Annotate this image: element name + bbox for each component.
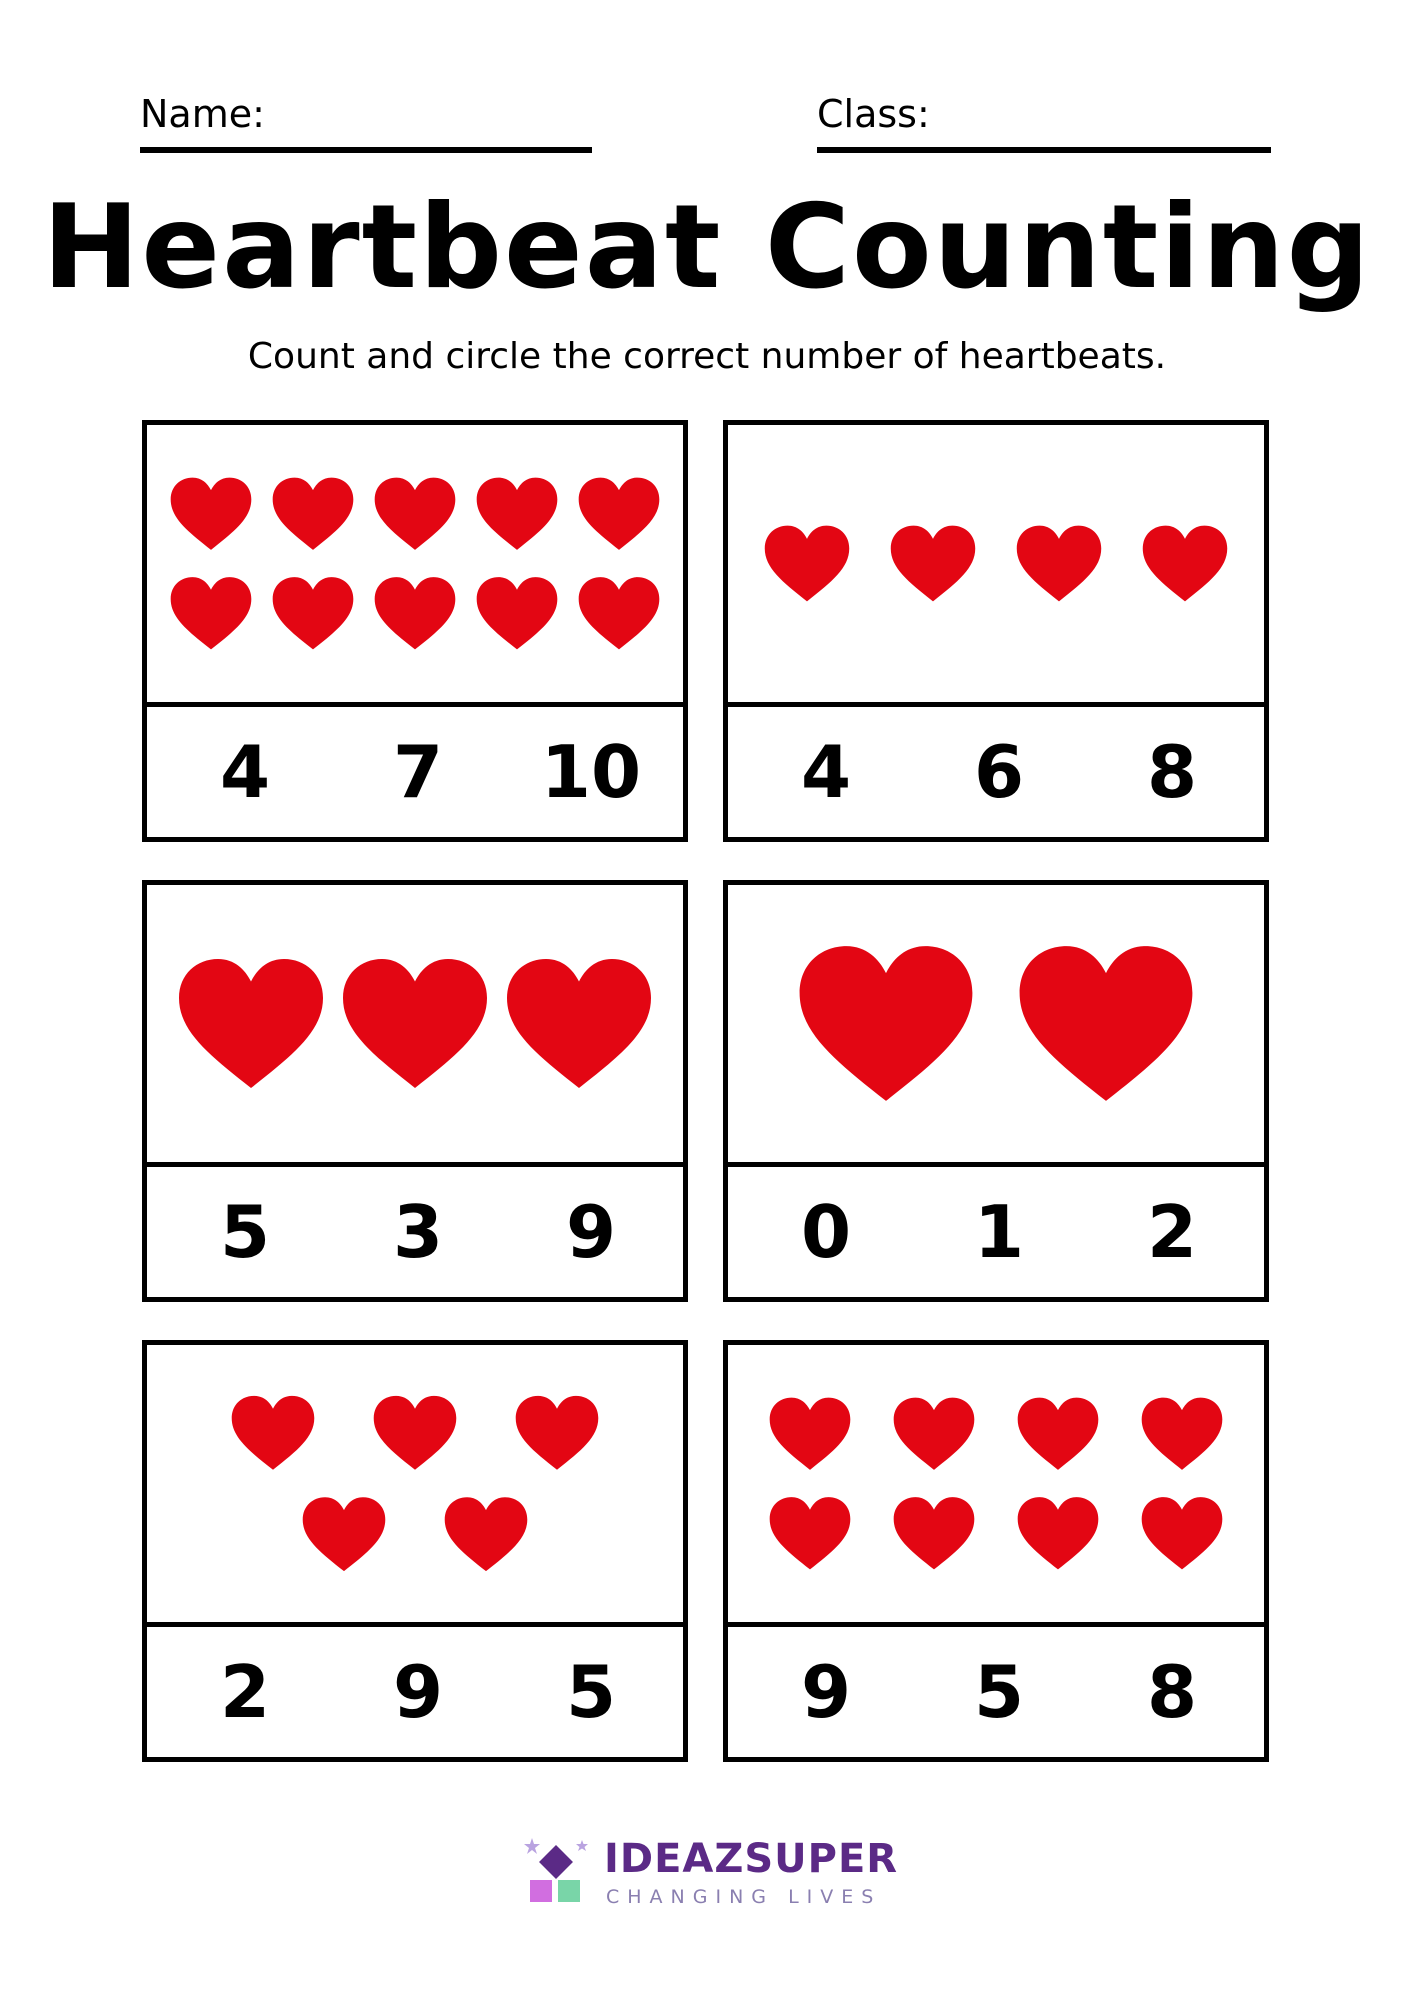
answer-option[interactable]: 8 xyxy=(1146,1650,1198,1734)
answer-row-2 xyxy=(728,702,1264,837)
class-label: Class: xyxy=(817,92,930,136)
heart-icon xyxy=(273,577,354,649)
answer-row-3 xyxy=(147,1162,683,1297)
answer-row-1 xyxy=(147,702,683,837)
answer-option[interactable]: 9 xyxy=(800,1650,852,1734)
heart-icon xyxy=(894,1398,975,1470)
counting-card-1 xyxy=(142,420,688,842)
answer-option[interactable]: 5 xyxy=(973,1650,1025,1734)
counting-card-5 xyxy=(142,1340,688,1762)
heart-icon xyxy=(477,577,558,649)
heart-icon xyxy=(1142,1398,1223,1470)
heart-icon xyxy=(1017,526,1101,602)
heart-icon xyxy=(232,1396,315,1470)
name-label: Name: xyxy=(140,92,265,136)
answer-option[interactable]: 6 xyxy=(973,730,1025,814)
answer-option[interactable]: 1 xyxy=(973,1190,1025,1274)
heart-icon xyxy=(1142,1497,1223,1569)
answer-option[interactable]: 0 xyxy=(800,1190,852,1274)
heart-icon xyxy=(1020,946,1193,1101)
answer-option[interactable]: 2 xyxy=(219,1650,271,1734)
heart-icon xyxy=(800,946,973,1101)
heart-icon xyxy=(273,478,354,550)
answer-option[interactable]: 5 xyxy=(219,1190,271,1274)
answer-option[interactable]: 8 xyxy=(1146,730,1198,814)
heart-icon xyxy=(477,478,558,550)
name-line[interactable] xyxy=(140,147,592,153)
heart-icon xyxy=(765,526,849,602)
answer-option[interactable]: 4 xyxy=(800,730,852,814)
hearts-group-6 xyxy=(728,1345,1264,1622)
answer-option[interactable]: 5 xyxy=(565,1650,617,1734)
hearts-group-3 xyxy=(147,885,683,1162)
heart-icon xyxy=(579,478,660,550)
answer-option[interactable]: 10 xyxy=(540,730,642,814)
heart-icon xyxy=(1018,1497,1099,1569)
brand-name: IDEAZSUPER xyxy=(604,1836,899,1882)
counting-card-3 xyxy=(142,880,688,1302)
page-title: Heartbeat Counting xyxy=(42,180,1372,315)
brand-tagline: CHANGING LIVES xyxy=(606,1886,882,1908)
heart-icon xyxy=(1143,526,1227,602)
heart-icon xyxy=(303,1497,386,1571)
heart-icon xyxy=(770,1497,851,1569)
heart-icon xyxy=(375,478,456,550)
heart-icon xyxy=(891,526,975,602)
class-line[interactable] xyxy=(817,147,1271,153)
answer-option[interactable]: 4 xyxy=(219,730,271,814)
answer-option[interactable]: 3 xyxy=(392,1190,444,1274)
answer-row-5 xyxy=(147,1622,683,1757)
answer-option[interactable]: 9 xyxy=(392,1650,444,1734)
counting-card-6 xyxy=(723,1340,1269,1762)
counting-card-4 xyxy=(723,880,1269,1302)
hearts-group-2 xyxy=(728,425,1264,702)
heart-icon xyxy=(770,1398,851,1470)
logo-icon xyxy=(520,1834,600,1914)
answer-row-6 xyxy=(728,1622,1264,1757)
heart-icon xyxy=(445,1497,528,1571)
hearts-group-4 xyxy=(728,885,1264,1162)
hearts-group-1 xyxy=(147,425,683,702)
heart-icon xyxy=(343,959,487,1088)
heart-icon xyxy=(171,577,252,649)
heart-icon xyxy=(374,1396,457,1470)
answer-row-4 xyxy=(728,1162,1264,1297)
heart-icon xyxy=(507,959,651,1088)
brand-logo xyxy=(520,1834,900,1914)
heart-icon xyxy=(171,478,252,550)
heart-icon xyxy=(1018,1398,1099,1470)
heart-icon xyxy=(579,577,660,649)
answer-option[interactable]: 2 xyxy=(1146,1190,1198,1274)
answer-option[interactable]: 7 xyxy=(392,730,444,814)
heart-icon xyxy=(894,1497,975,1569)
instructions: Count and circle the correct number of heartbeats. xyxy=(247,336,1167,377)
answer-option[interactable]: 9 xyxy=(565,1190,617,1274)
heart-icon xyxy=(516,1396,599,1470)
hearts-group-5 xyxy=(147,1345,683,1622)
counting-card-2 xyxy=(723,420,1269,842)
heart-icon xyxy=(375,577,456,649)
heart-icon xyxy=(179,959,323,1088)
